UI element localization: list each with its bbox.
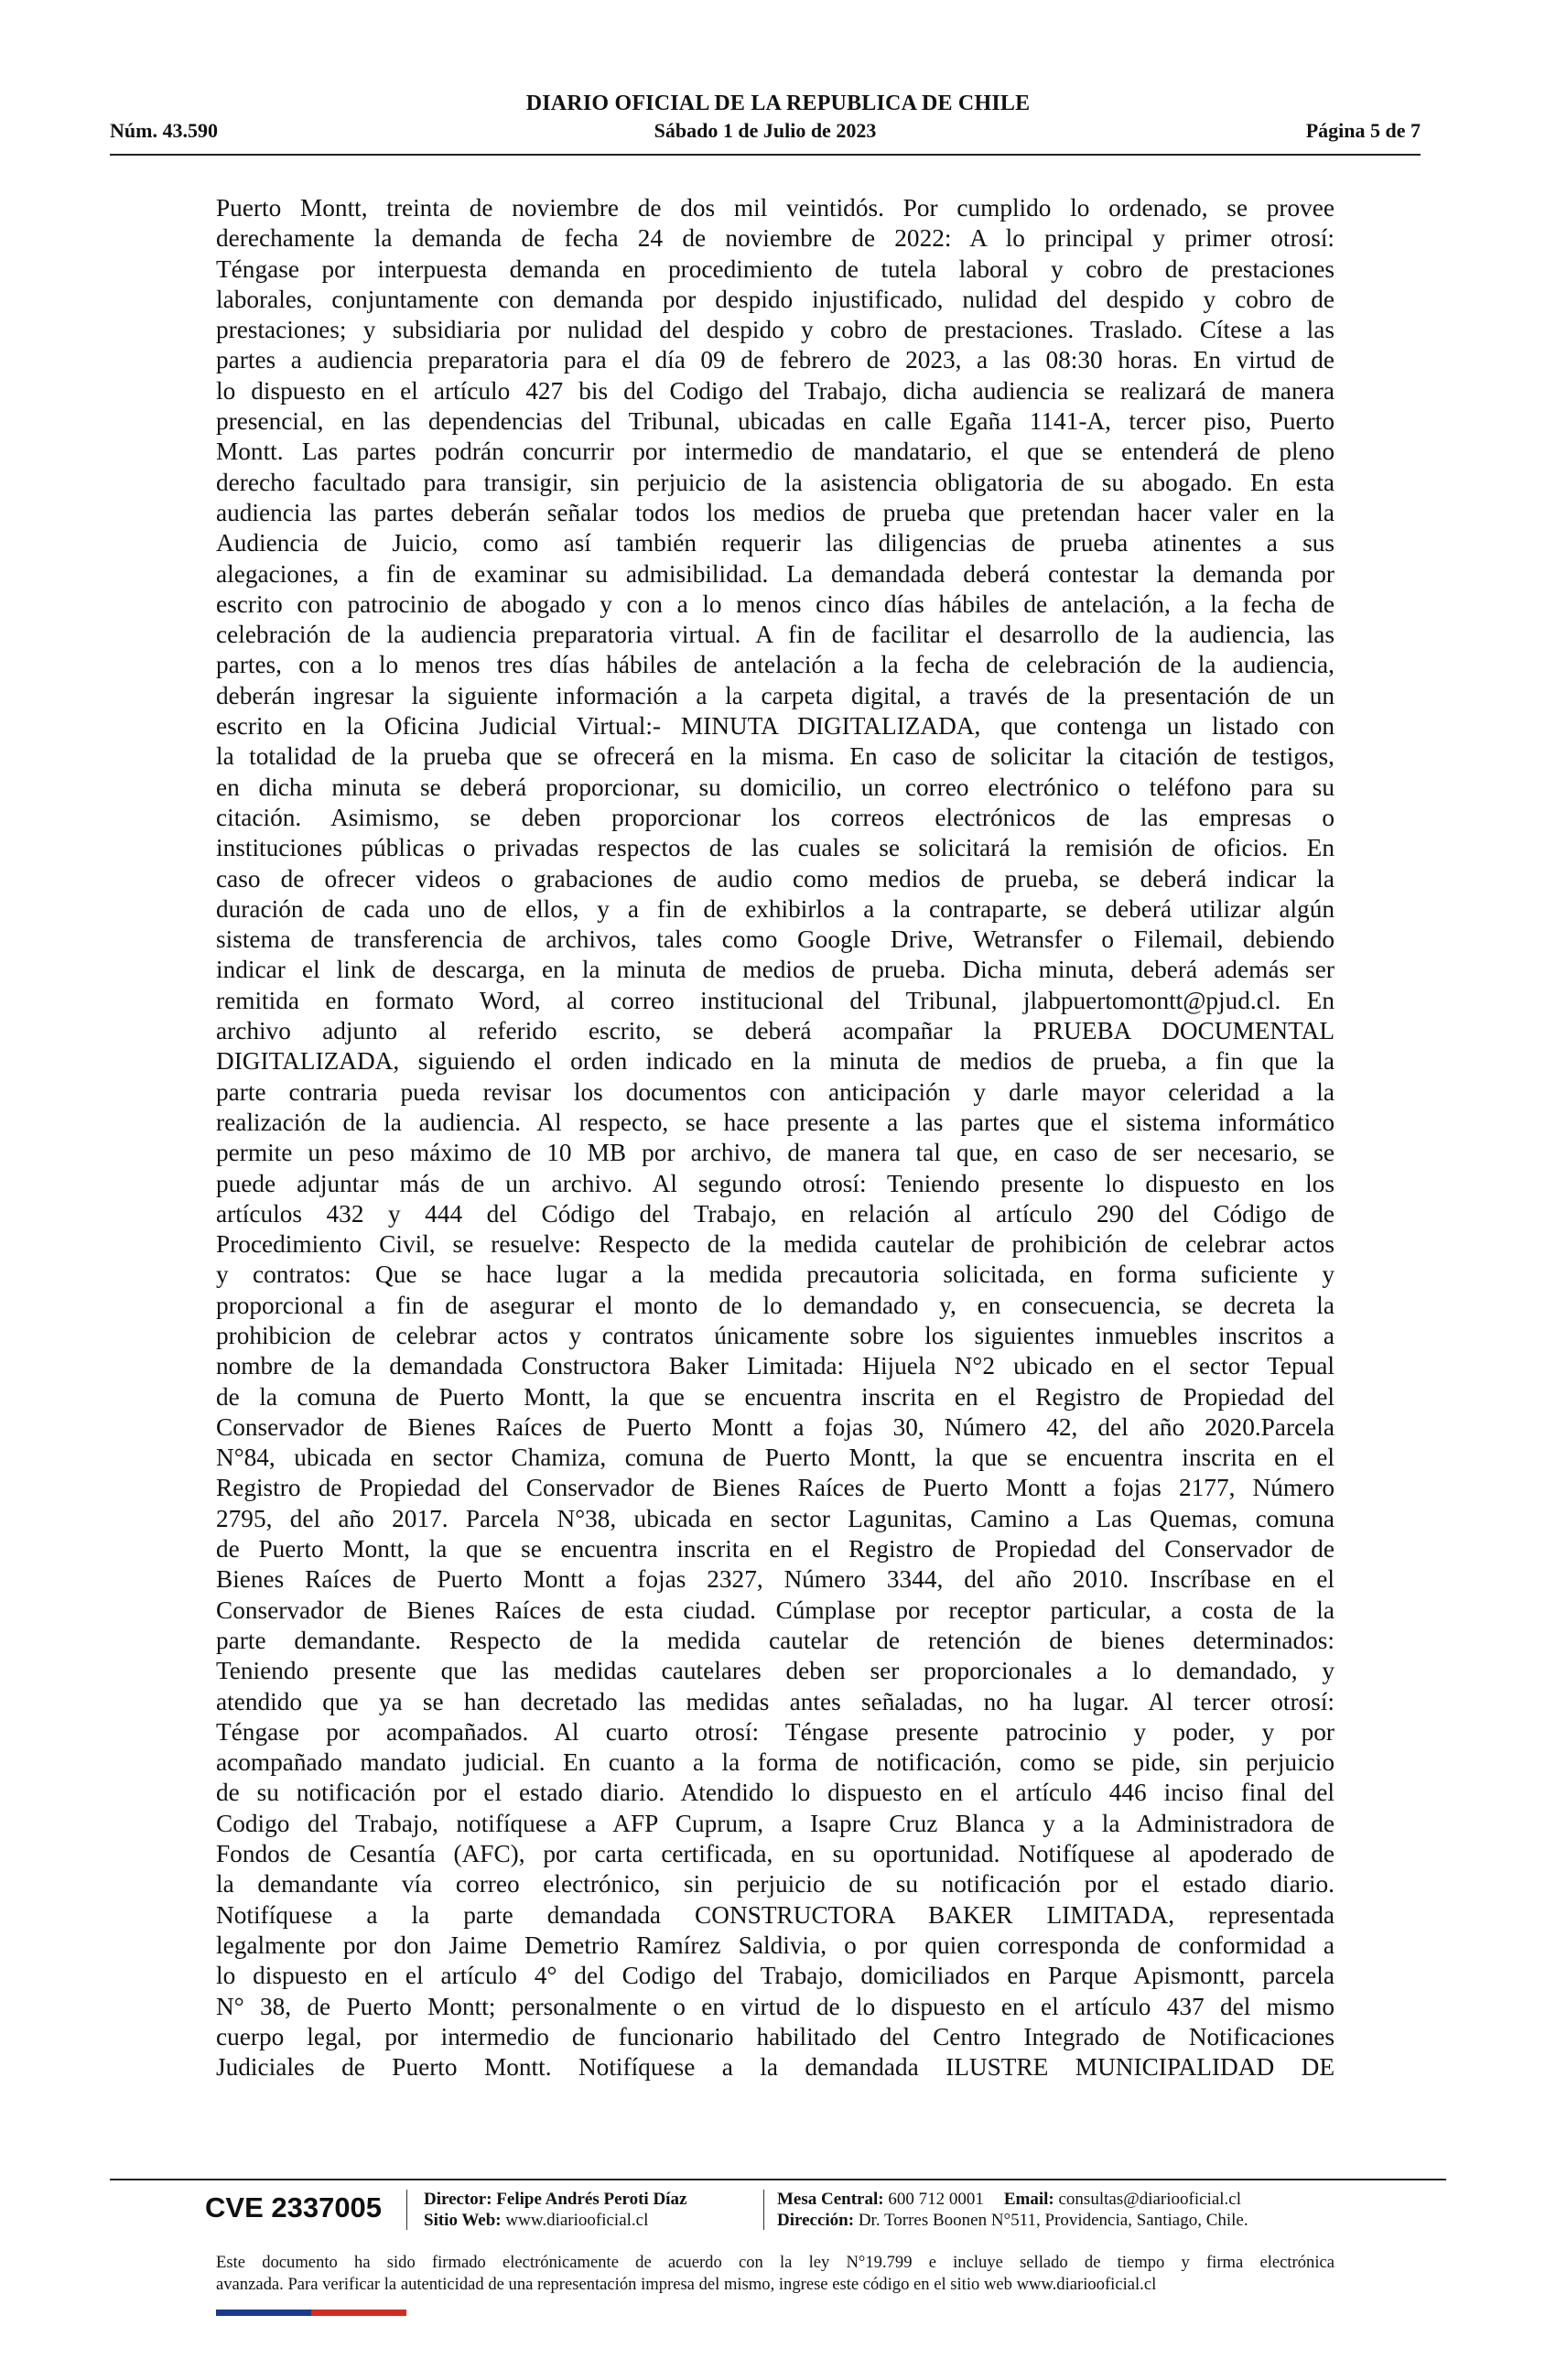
body-text-line: lo dispuesto en el artículo 427 bis del Codigo del Trabajo, dicha audiencia se realizará de manera	[216, 376, 1334, 405]
body-text-line: alegaciones, a fin de examinar su admisibilidad. La demandada deberá contestar la demanda por	[216, 559, 1334, 588]
body-text-line: Notifíquese a la parte demandada CONSTRUCTORA BAKER LIMITADA, representada	[216, 1900, 1334, 1929]
body-text-line: Téngase por acompañados. Al cuarto otrosí: Téngase presente patrocinio y poder, y por	[216, 1717, 1334, 1746]
cve-code: CVE 2337005	[205, 2191, 383, 2223]
page-indicator: Página 5 de 7	[1305, 119, 1421, 142]
body-text-line: de la comuna de Puerto Montt, la que se encuentra inscrita en el Registro de Propiedad del	[216, 1382, 1334, 1411]
header-divider	[110, 154, 1421, 156]
body-text-line: nombre de la demandada Constructora Baker Limitada: Hijuela N°2 ubicado en el sector Tepual	[216, 1352, 1334, 1380]
body-text-line: Fondos de Cesantía (AFC), por carta certificada, en su oportunidad. Notifíquese al apoderado de	[216, 1840, 1334, 1868]
body-text-line: laborales, conjuntamente con demanda por despido injustificado, nulidad del despido y cobro de	[216, 285, 1334, 313]
legal-notice-line: avanzada. Para verificar la autenticidad de una representación impresa del mismo, ingrese este código en el sitio web www.diariooficial.cl	[216, 2274, 1157, 2294]
body-text-line: derechamente la demanda de fecha 24 de noviembre de 2022: A lo principal y primer otrosí:	[216, 224, 1334, 253]
legal-notice	[216, 2252, 1334, 2295]
body-text-line: Procedimiento Civil, se resuelve: Respecto de la medida cautelar de prohibición de celebrar actos	[216, 1230, 1334, 1259]
address-value: Dr. Torres Boonen N°511, Providencia, Santiago, Chile.	[858, 2211, 1248, 2230]
body-text-line: derecho facultado para transigir, sin perjuicio de la asistencia obligatoria de su abogado. En esta	[216, 468, 1334, 496]
body-text-line: partes a audiencia preparatoria para el día 09 de febrero de 2023, a las 08:30 horas. En virtud de	[216, 346, 1334, 374]
body-text-line: parte demandante. Respecto de la medida cautelar de retención de bienes determinados:	[216, 1626, 1334, 1654]
body-text-line: cuerpo legal, por intermedio de funcionario habilitado del Centro Integrado de Notificaciones	[216, 2022, 1334, 2050]
body-text-line: N°84, ubicada en sector Chamiza, comuna de Puerto Montt, la que se encuentra inscrita en el	[216, 1444, 1334, 1472]
flag-blue-segment	[216, 2310, 311, 2316]
body-text-line: Registro de Propiedad del Conservador de Bienes Raíces de Puerto Montt a fojas 2177, Número	[216, 1474, 1334, 1502]
body-text-line: Téngase por interpuesta demanda en procedimiento de tutela laboral y cobro de prestaciones	[216, 254, 1334, 283]
body-text-line: deberán ingresar la siguiente información a la carpeta digital, a través de la presentación de un	[216, 681, 1334, 709]
body-text-line: realización de la audiencia. Al respecto, se hace presente a las partes que el sistema informático	[216, 1108, 1334, 1136]
body-text-line: DIGITALIZADA, siguiendo el orden indicado en la minuta de medios de prueba, a fin que la	[216, 1047, 1334, 1076]
mesa-label: Mesa Central:	[777, 2190, 884, 2209]
issue-date: Sábado 1 de Julio de 2023	[654, 119, 877, 142]
director-label: Director:	[424, 2190, 492, 2209]
body-text-line: Judiciales de Puerto Montt. Notifíquese a la demandada ILUSTRE MUNICIPALIDAD DE	[216, 2053, 1334, 2082]
body-text-line: Montt. Las partes podrán concurrir por intermedio de mandatario, el que se entenderá de pleno	[216, 438, 1334, 466]
body-text-line: prohibicion de celebrar actos y contratos únicamente sobre los siguientes inmuebles inscritos a	[216, 1321, 1334, 1349]
body-text-line: puede adjuntar más de un archivo. Al segundo otrosí: Teniendo presente lo dispuesto en los	[216, 1169, 1334, 1197]
footer-separator	[763, 2190, 764, 2230]
email-label: Email:	[1003, 2190, 1054, 2209]
body-text-line: escrito en la Oficina Judicial Virtual:- MINUTA DIGITALIZADA, que contenga un listado con	[216, 712, 1334, 741]
body-text-line: citación. Asimismo, se deben proporcionar los correos electrónicos de las empresas o	[216, 803, 1334, 831]
flag-color-bar	[216, 2310, 406, 2316]
publication-title: DIARIO OFICIAL DE LA REPUBLICA DE CHILE	[525, 92, 1031, 115]
director-name: Felipe Andrés Peroti Díaz	[496, 2190, 687, 2209]
body-text-line: Conservador de Bienes Raíces de Puerto Montt a fojas 30, Número 42, del año 2020.Parcela	[216, 1412, 1334, 1441]
footer-contact-block	[777, 2189, 1248, 2231]
body-text-line: la totalidad de la prueba que se ofrecerá en la misma. En caso de solicitar la citación de testigos,	[216, 742, 1334, 771]
body-text-line: en dicha minuta se deberá proporcionar, su domicilio, un correo electrónico o teléfono para su	[216, 773, 1334, 801]
body-text-line: escrito con patrocinio de abogado y con a lo menos cinco días hábiles de antelación, a la fecha de	[216, 590, 1334, 618]
web-label: Sitio Web:	[424, 2211, 502, 2230]
body-text-line: Conservador de Bienes Raíces de esta ciudad. Cúmplase por receptor particular, a costa de la	[216, 1596, 1334, 1624]
phone-number: 600 712 0001	[888, 2190, 984, 2209]
body-text-line: presencial, en las dependencias del Tribunal, ubicadas en calle Egaña 1141-A, tercer piso, Puerto	[216, 407, 1334, 436]
body-text-line: instituciones públicas o privadas respectos de las cuales se solicitará la remisión de oficios. En	[216, 834, 1334, 862]
body-text-line: de su notificación por el estado diario. Atendido lo dispuesto en el artículo 446 inciso final del	[216, 1779, 1334, 1807]
body-text-line: acompañado mandato judicial. En cuanto a la forma de notificación, como se pide, sin perjuicio	[216, 1748, 1334, 1777]
body-text-line: artículos 432 y 444 del Código del Trabajo, en relación al artículo 290 del Código de	[216, 1199, 1334, 1228]
body-text-line: sistema de transferencia de archivos, tales como Google Drive, Wetransfer o Filemail, debiendo	[216, 925, 1334, 954]
flag-red-segment	[311, 2310, 406, 2316]
footer-divider	[110, 2179, 1446, 2180]
body-text-line: caso de ofrecer videos o grabaciones de audio como medios de prueba, se deberá indicar la	[216, 864, 1334, 892]
body-text-line: atendido que ya se han decretado las medidas antes señaladas, no ha lugar. Al tercer otrosí:	[216, 1687, 1334, 1715]
body-text-line: la demandante vía correo electrónico, sin perjuicio de su notificación por el estado diario.	[216, 1870, 1334, 1899]
body-text-line: N° 38, de Puerto Montt; personalmente o en virtud de lo dispuesto en el artículo 437 del mismo	[216, 1992, 1334, 2020]
body-text-line: parte contraria pueda revisar los documentos con anticipación y darle mayor celeridad a la	[216, 1077, 1334, 1106]
body-text-line: Audiencia de Juicio, como así también requerir las diligencias de prueba atinentes a sus	[216, 529, 1334, 557]
body-text-line: Bienes Raíces de Puerto Montt a fojas 2327, Número 3344, del año 2010. Inscríbase en el	[216, 1565, 1334, 1594]
body-text-line: prestaciones; y subsidiaria por nulidad del despido y cobro de prestaciones. Traslado. Cítese a las	[216, 316, 1334, 344]
body-text-line: celebración de la audiencia preparatoria virtual. A fin de facilitar el desarrollo de la audiencia, las	[216, 621, 1334, 649]
address-label: Dirección:	[777, 2211, 855, 2230]
email-link[interactable]: consultas@diariooficial.cl	[1058, 2190, 1242, 2209]
website-link[interactable]: www.diariooficial.cl	[505, 2211, 649, 2230]
body-text-line: de Puerto Montt, la que se encuentra inscrita en el Registro de Propiedad del Conservador de	[216, 1535, 1334, 1563]
body-text-line: legalmente por don Jaime Demetrio Ramírez Saldivia, o por quien corresponda de conformidad a	[216, 1931, 1334, 1959]
footer-separator	[406, 2190, 407, 2230]
document-body	[216, 193, 1334, 2082]
body-text-line: partes, con a lo menos tres días hábiles de antelación a la fecha de celebración de la audiencia,	[216, 651, 1334, 679]
body-text-line: lo dispuesto en el artículo 4° del Codigo del Trabajo, domiciliados en Parque Apismontt, parcela	[216, 1962, 1334, 1990]
body-text-line: audiencia las partes deberán señalar todos los medios de prueba que pretendan hacer valer en la	[216, 498, 1334, 526]
footer-director-block	[424, 2189, 686, 2231]
body-text-line: indicar el link de descarga, en la minuta de medios de prueba. Dicha minuta, deberá además ser	[216, 956, 1334, 984]
body-text-line: Codigo del Trabajo, notifíquese a AFP Cuprum, a Isapre Cruz Blanca y a la Administradora de	[216, 1809, 1334, 1837]
body-text-line: duración de cada uno de ellos, y a fin de exhibirlos a la contraparte, se deberá utilizar algún	[216, 894, 1334, 923]
body-text-line: 2795, del año 2017. Parcela N°38, ubicada en sector Lagunitas, Camino a Las Quemas, comuna	[216, 1504, 1334, 1532]
issue-number: Núm. 43.590	[110, 119, 218, 142]
body-text-line: y contratos: Que se hace lugar a la medida precautoria solicitada, en forma suficiente y	[216, 1260, 1334, 1289]
legal-notice-line: Este documento ha sido firmado electrónicamente de acuerdo con la ley N°19.799 e incluye sellado de tiempo y firma electrónica	[216, 2253, 1334, 2272]
body-text-line: archivo adjunto al referido escrito, se deberá acompañar la PRUEBA DOCUMENTAL	[216, 1017, 1334, 1045]
body-text-line: permite un peso máximo de 10 MB por archivo, de manera tal que, en caso de ser necesario, se	[216, 1139, 1334, 1167]
body-text-line: Puerto Montt, treinta de noviembre de dos mil veintidós. Por cumplido lo ordenado, se provee	[216, 194, 1334, 222]
body-text-line: remitida en formato Word, al correo institucional del Tribunal, jlabpuertomontt@pjud.cl. En	[216, 986, 1334, 1014]
body-text-line: Teniendo presente que las medidas cautelares deben ser proporcionales a lo demandado, y	[216, 1657, 1334, 1685]
body-text-line: proporcional a fin de asegurar el monto de lo demandado y, en consecuencia, se decreta la	[216, 1291, 1334, 1319]
